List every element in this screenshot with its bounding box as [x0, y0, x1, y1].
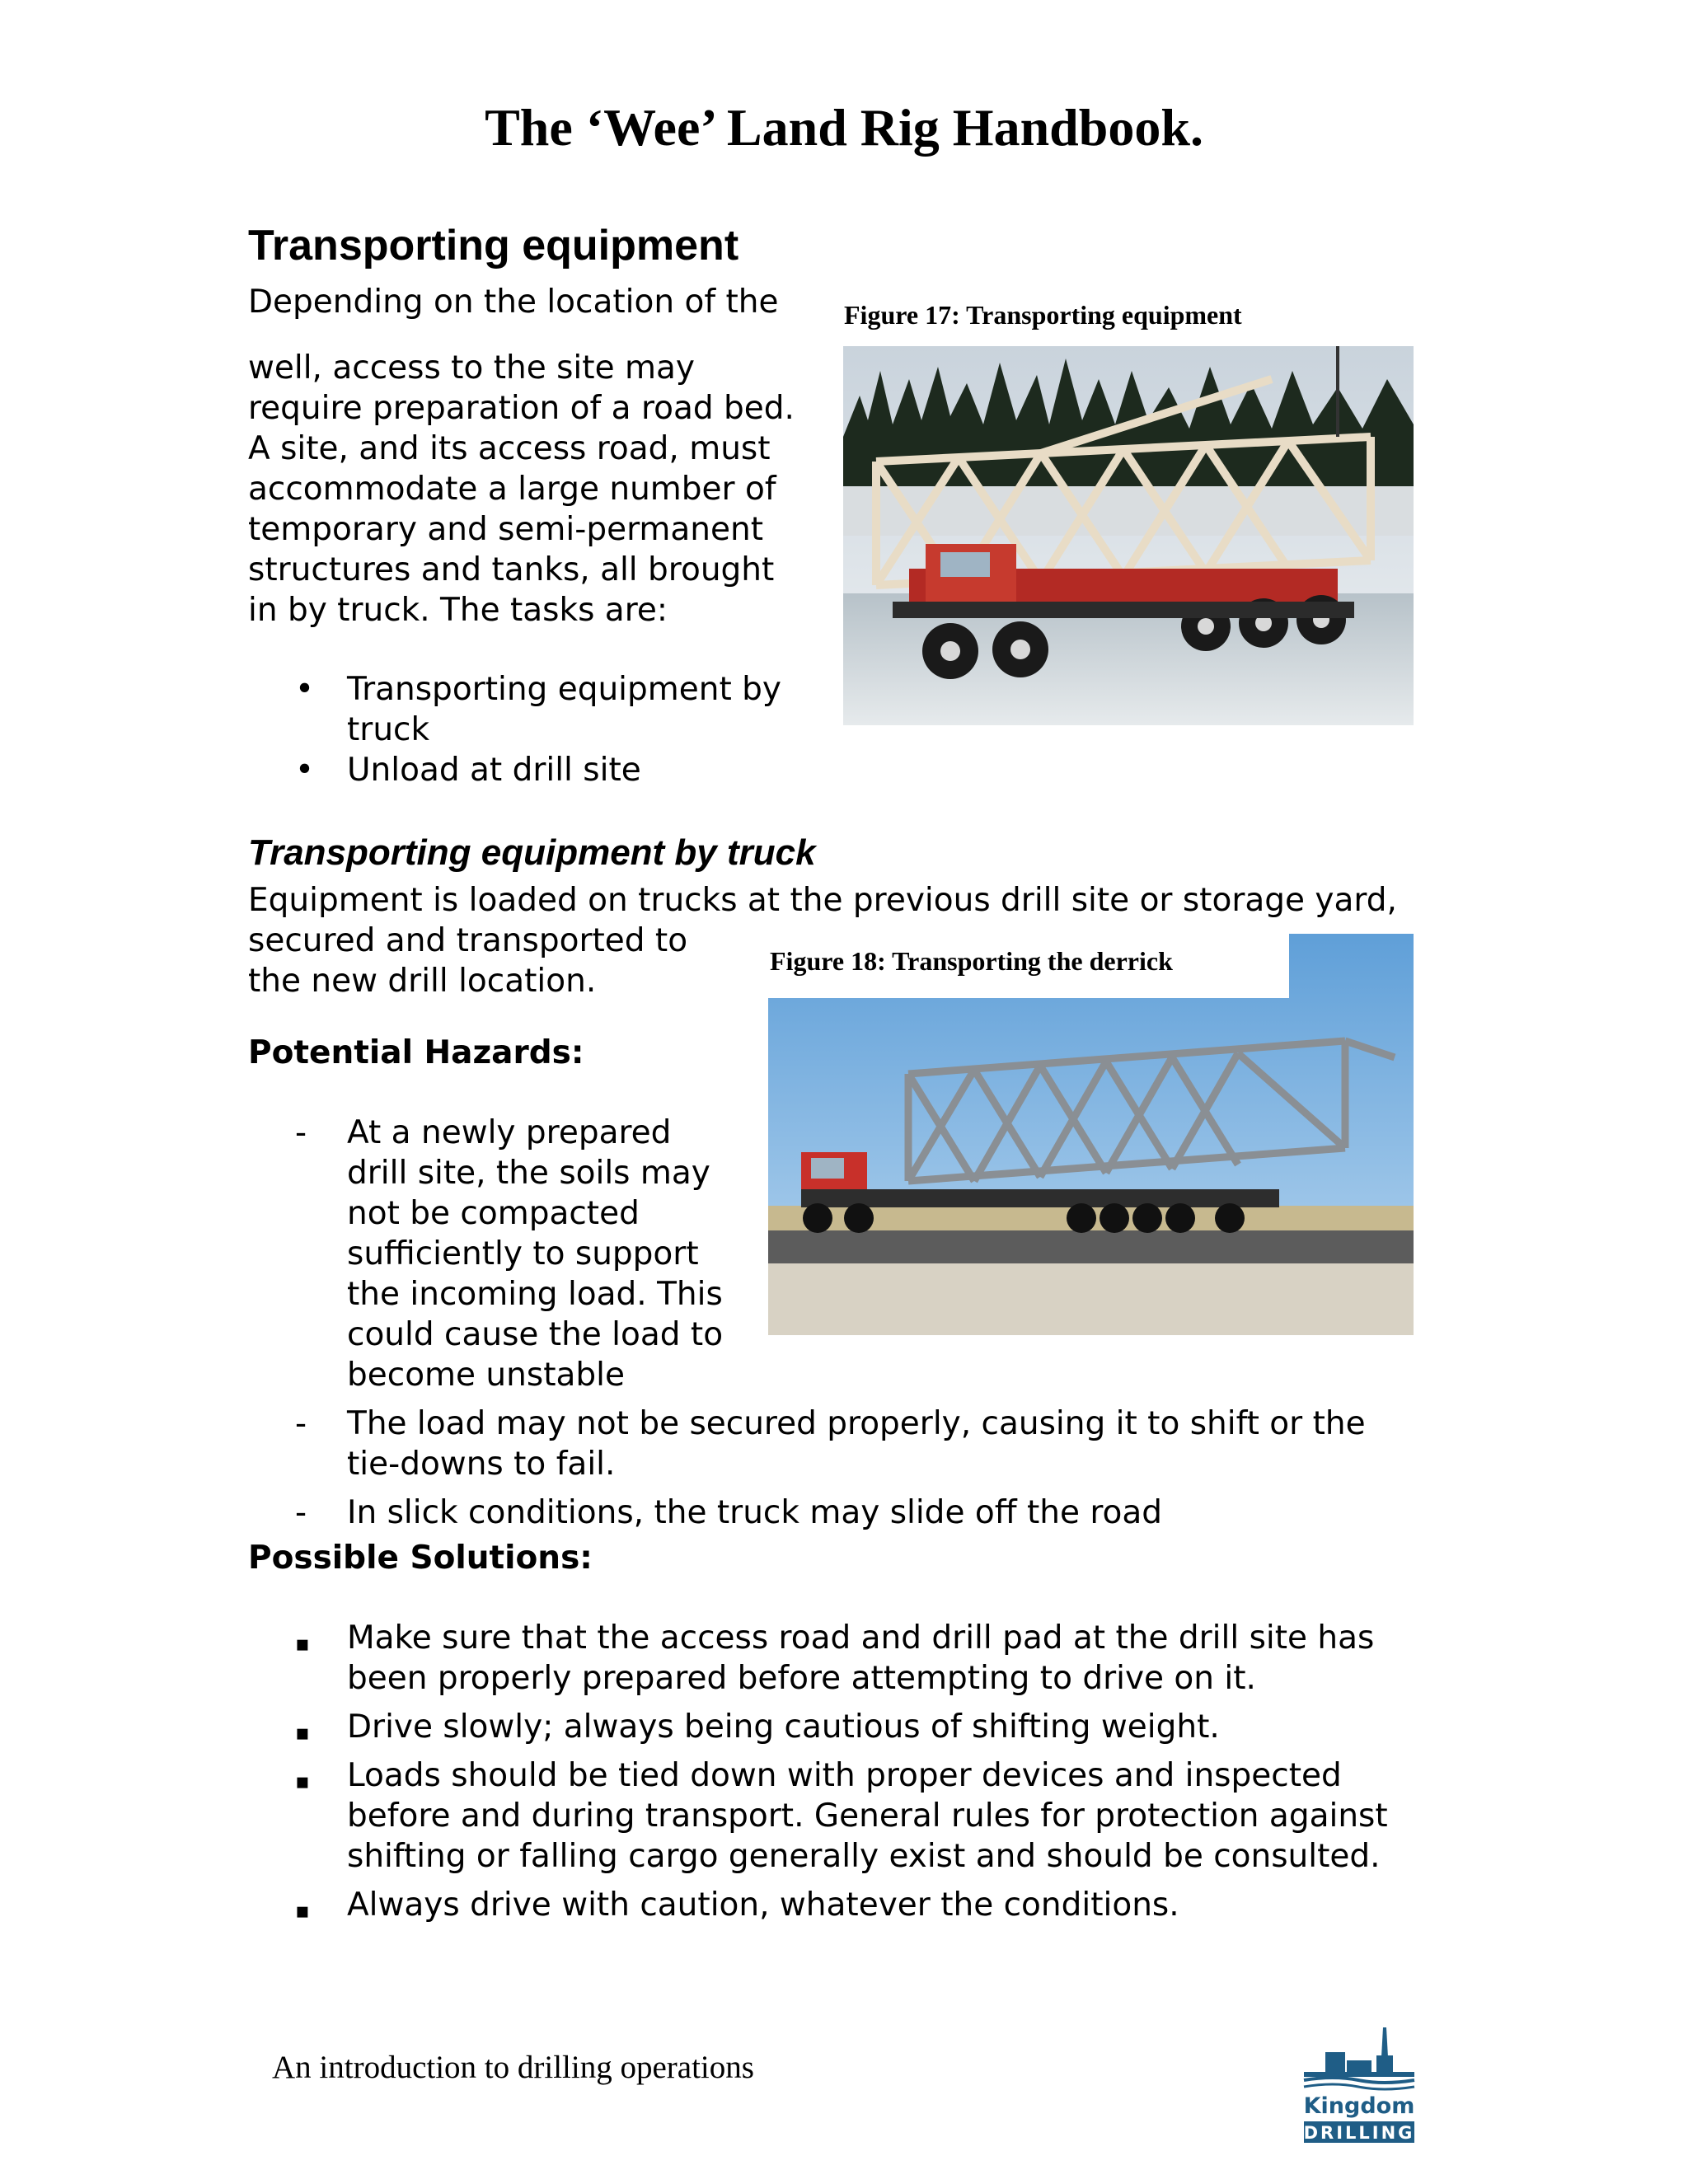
dash-icon: - [295, 1405, 307, 1442]
logo-icon [1301, 2024, 1418, 2148]
logo-line2: DRILLING [1303, 2123, 1415, 2143]
section2-intro-line-3: the new drill location. [248, 963, 597, 1000]
paragraph-line: A site, and its access road, must [248, 430, 771, 467]
square-bullet-icon: ▪ [295, 1769, 310, 1794]
list-item: - The load may not be secured properly, causing it to shift or the tie-downs to fail. [295, 1405, 1366, 1483]
paragraph-line: temporary and semi-permanent [248, 511, 764, 548]
intro-paragraph [248, 348, 795, 630]
list-item: ▪ Make sure that the access road and drill pad at the drill site has been properly prepared before attempting to drive on it. [295, 1619, 1375, 1697]
document-title: The ‘Wee’ Land Rig Handbook. [485, 98, 1203, 157]
dash-icon: - [295, 1494, 307, 1531]
list-item: ▪ Drive slowly; always being cautious of shifting weight. [248, 1707, 1484, 1747]
intro-first-line: Depending on the location of the [248, 284, 779, 321]
footer-text: An introduction to drilling operations [272, 2050, 754, 2085]
section-heading-transporting-equipment: Transporting equipment [248, 222, 739, 269]
square-bullet-icon: ▪ [295, 1899, 310, 1924]
dash-icon: - [295, 1114, 307, 1151]
list-item: - At a newly prepared drill site, the soils may not be compacted sufficiently to support the incoming load. This could cause the load to become unstable [295, 1114, 724, 1394]
square-bullet-icon: ▪ [295, 1632, 310, 1657]
kingdom-drilling-logo [1301, 2024, 1418, 2148]
logo-line1: Kingdom [1303, 2093, 1415, 2119]
section-heading-transporting-by-truck: Transporting equipment by truck [248, 832, 816, 873]
truck-equipment-illustration [843, 346, 1414, 725]
list-item: • Unload at drill site [295, 752, 641, 789]
bullet-icon: • [295, 671, 315, 708]
paragraph-line: accommodate a large number of [248, 471, 776, 508]
section2-intro-line-2: secured and transported to [248, 922, 688, 959]
figure-17-caption: Figure 17: Transporting equipment [844, 300, 1242, 330]
hazards-heading: Potential Hazards: [248, 1034, 584, 1071]
hazards-list [248, 1113, 1443, 1533]
task-list [248, 669, 825, 790]
paragraph-line: structures and tanks, all brought [248, 551, 775, 588]
section2-intro-line-1: Equipment is loaded on trucks at the previous drill site or storage yard, [248, 882, 1397, 919]
bullet-icon: • [295, 752, 315, 789]
paragraph-line: in by truck. The tasks are: [248, 592, 668, 629]
paragraph-line: well, access to the site may [248, 349, 695, 387]
paragraph-line: require preparation of a road bed. [248, 390, 795, 427]
list-item: • Transporting equipment by truck [295, 671, 781, 748]
figure-18-caption: Figure 18: Transporting the derrick [770, 946, 1173, 976]
list-item: ▪ Loads should be tied down with proper devices and inspected before and during transport. General rules for protection against shifting or falling cargo generally exist and should be consulted. [295, 1757, 1388, 1875]
solutions-heading: Possible Solutions: [248, 1540, 593, 1577]
list-item: - In slick conditions, the truck may slide off the road [295, 1494, 1163, 1531]
square-bullet-icon: ▪ [295, 1721, 310, 1746]
solutions-list [248, 1618, 1484, 1925]
figure-17-photo [843, 346, 1414, 725]
list-item: ▪ Always drive with caution, whatever the conditions. [248, 1885, 1484, 1925]
